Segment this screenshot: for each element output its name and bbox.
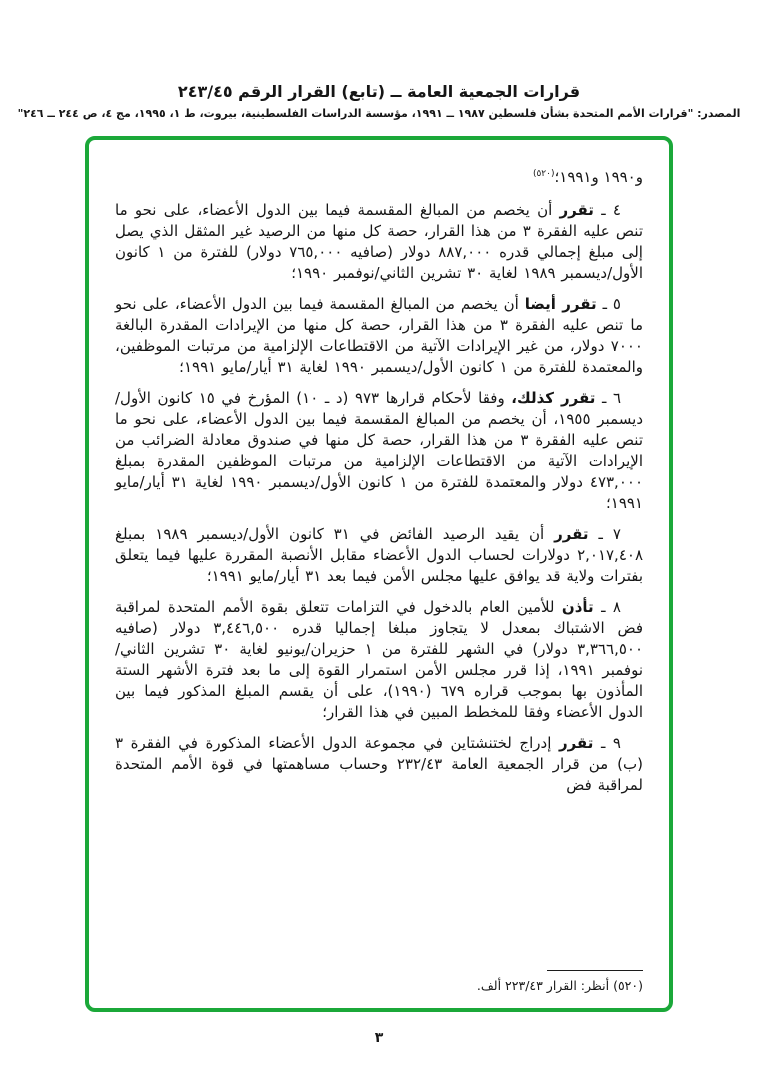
paragraph-number: ٥: [612, 295, 621, 313]
resolution-paragraph-6: [115, 388, 643, 514]
paragraph-text: إدراج لختنشتاين في مجموعة الدول الأعضاء المذكورة في الفقرة ٣ (ب) من قرار الجمعية العامة ٢٣٢/٤٣ وحساب مساهمتها في قوة الأمم المتحدة لمراقبة فض: [115, 734, 643, 794]
paragraph-dash: ـ: [602, 295, 607, 313]
footnote-text: (٥٢٠) أنظر: القرار ٢٢٣/٤٣ ألف.: [476, 978, 643, 993]
paragraph-lead: تقرر: [558, 734, 594, 752]
paragraph-text: أن يخصم من المبالغ المقسمة فيما بين الدول الأعضاء، على نحو ما تنص عليه الفقرة ٣ من هذا القرار، حصة كل منها من الرصيد غير المثقل الذي يصل إلى مبلغ إجمالي قدره ٨٨٧,٠٠٠ دولار (صافيه ٧٦٥,٠٠٠ دولار) للفترة من ١ كانون الأول/ديسمبر ١٩٨٩ لغاية ٣٠ تشرين الثاني/نوفمبر ١٩٩٠؛: [115, 201, 643, 282]
resolution-frame: [85, 136, 673, 1012]
paragraph-lead: تقرر أيضا: [524, 295, 597, 313]
page-title: قرارات الجمعية العامة ــ (تابع) القرار الرقم ٢٤٣/٤٥: [177, 82, 581, 101]
paragraph-lead: تقرر كذلك،: [511, 389, 596, 407]
paragraph-number: ٤: [612, 201, 621, 219]
paragraph-dash: ـ: [600, 734, 606, 752]
paragraph-dash: ـ: [601, 598, 606, 616]
source-line: المصدر: "قرارات الأمم المتحدة بشأن فلسطين ١٩٨٧ ــ ١٩٩١، مؤسسة الدراسات الفلسطينية، بيروت، ط ١، ١٩٩٥، مج ٤، ص ٢٤٤ ــ ٢٤٦": [17, 107, 741, 120]
paragraph-dash: ـ: [598, 525, 603, 543]
paragraph-text: وفقا لأحكام قرارها ٩٧٣ (د ـ ١٠) المؤرخ في ١٥ كانون الأول/ديسمبر ١٩٥٥، أن يخصم من المبالغ المقسمة فيما بين الدول الأعضاء، على نحو ما تنص عليه الفقرة ٣ من هذا القرار، حصة كل منها في صندوق معادلة الضرائب من الإيرادات الآتية من الاقتطاعات الإلزامية من مرتبات الموظفين المقدرة بمبلغ ٤٧٣,٠٠٠ دولار والمعتمدة للفترة من ١ كانون الأول/ديسمبر ١٩٩٠ لغاية ٣١ أيار/مايو ١٩٩١؛: [115, 389, 643, 512]
paragraph-number: ٧: [612, 525, 621, 543]
footnote-ref-marker: (٥٢٠): [532, 169, 555, 179]
paragraph-lead: تقرر: [559, 201, 594, 219]
resolution-paragraph-5: [115, 294, 643, 378]
resolution-paragraph-9: [115, 733, 643, 796]
paragraph-dash: ـ: [601, 389, 607, 407]
page-number: ٣: [374, 1030, 384, 1046]
footnote-separator: [547, 970, 643, 971]
paragraph-text: للأمين العام بالدخول في التزامات تتعلق بقوة الأمم المتحدة لمراقبة فض الاشتباك بمعدل لا يتجاوز مبلغا إجماليا قدره ٣,٤٤٦,٥٠٠ دولار (صافيه ٣,٣٦٦,٥٠٠ دولار) في الشهر للفترة من ١ حزيران/يونيو لغاية ٣٠ تشرين الثاني/نوفمبر ١٩٩١، إذا قرر مجلس الأمن استمرار القوة إلى ما بعد فترة الأشهر الستة المأذون بها بموجب قراره ٦٧٩ (١٩٩٠)، على أن يقسم المبلغ المذكور فيما بين الدول الأعضاء وفقا للمخطط المبين في هذا القرار؛: [115, 598, 644, 721]
resolution-paragraph-7: [115, 524, 643, 587]
paragraph-number: ٨: [612, 598, 621, 616]
paragraph-lead: تأذن: [561, 598, 594, 616]
continuation-text: و١٩٩٠ و١٩٩١؛: [554, 168, 643, 186]
paragraph-lead: تقرر: [554, 525, 589, 543]
resolution-paragraph-4: [115, 200, 643, 284]
paragraph-number: ٦: [612, 389, 622, 407]
paragraph-text: أن يخصم من المبالغ المقسمة فيما بين الدول الأعضاء، على نحو ما تنص عليه الفقرة ٣ من هذا القرار، حصة كل منها من الإيرادات المقدرة البالغة ٧٠٠٠ دولار، من غير الإيرادات الآتية من الاقتطاعات الإلزامية من مرتبات الموظفين، والمعتمدة للفترة من ١ كانون الأول/ديسمبر ١٩٩٠ لغاية ٣١ أيار/مايو ١٩٩١؛: [115, 295, 643, 376]
paragraph-dash: ـ: [601, 201, 606, 219]
continuation-line: [115, 164, 643, 188]
paragraph-number: ٩: [612, 734, 621, 752]
paragraph-text: أن يقيد الرصيد الفائض في ٣١ كانون الأول/ديسمبر ١٩٨٩ بمبلغ ٢,٠١٧,٤٠٨ دولارات لحساب الدول الأعضاء مقابل الأنصبة المقررة عليها فيما يتعلق بفترات ولاية قد يوافق عليها مجلس الأمن فيما بعد ٣١ أيار/مايو ١٩٩١؛: [115, 525, 643, 585]
resolution-paragraph-8: [115, 597, 643, 723]
